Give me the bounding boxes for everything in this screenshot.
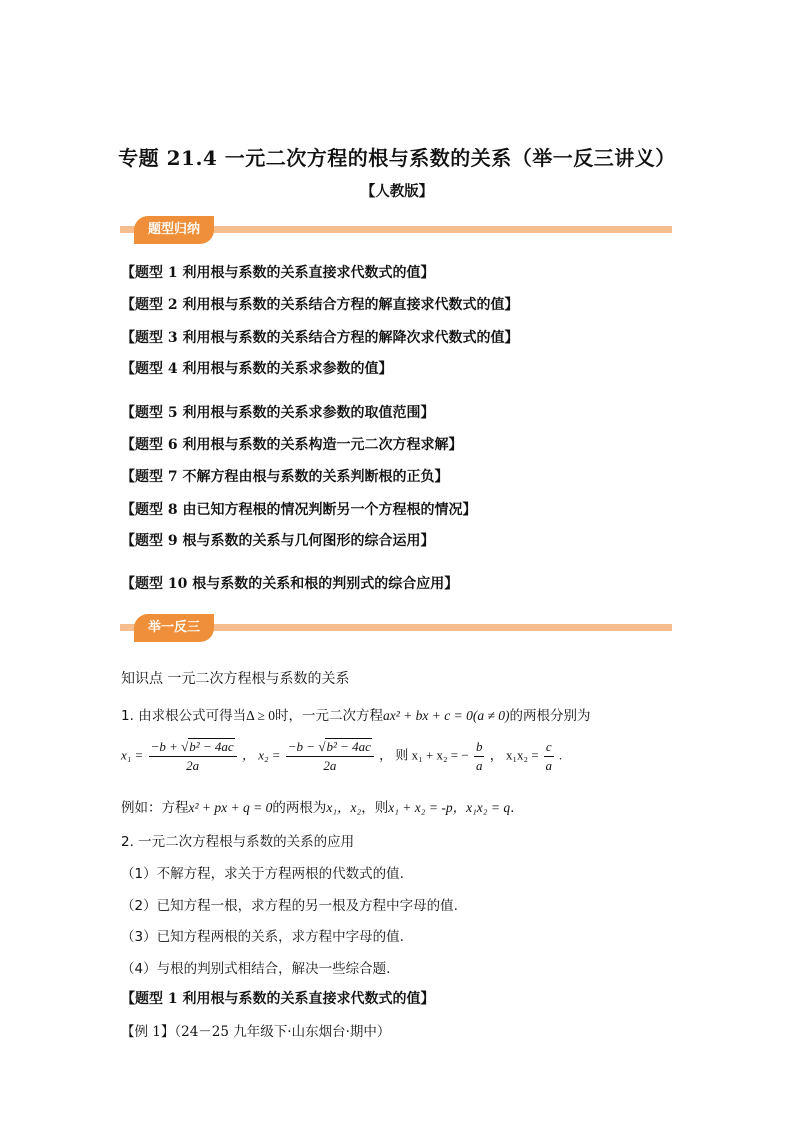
toc-item-6[interactable]: 【题型 6 利用根与系数的关系构造一元二次方程求解】 [121,437,463,453]
application-item-1: （1）不解方程，求关于方程两根的代数式的值. [121,866,404,882]
toc-item-1[interactable]: 【题型 1 利用根与系数的关系直接求代数式的值】 [121,265,435,281]
toc-item-4[interactable]: 【题型 4 利用根与系数的关系求参数的值】 [121,361,393,377]
x2-fraction [286,738,374,775]
formula-end: . [558,747,563,763]
example-equation: x² + px + q = 0 [188,800,273,815]
toc-item-3[interactable]: 【题型 3 利用根与系数的关系结合方程的解降次求代数式的值】 [121,330,519,346]
p1-prefix: 1. 由求根公式可得当 [121,708,247,724]
x1-radicand: b² − 4ac [189,739,234,754]
x1-denominator: 2a [186,758,200,773]
toc-item-5[interactable]: 【题型 5 利用根与系数的关系求参数的取值范围】 [121,405,435,421]
knowledge-example-line [121,796,514,816]
knowledge-paragraph-1 [121,704,591,724]
p1-mid: 时，一元二次方程 [275,708,384,724]
p1-condition: Δ ≥ 0 [246,708,276,723]
root-formula-line [121,738,562,775]
sum-denominator: a [475,758,483,773]
page-title: 专题 21.4 一元二次方程的根与系数的关系（举一反三讲义） [118,146,676,170]
banner-label: 举一反三 [134,614,214,642]
example-end: . [510,800,515,816]
x1-num-pre: −b + [150,739,182,754]
toc-item-8[interactable]: 【题型 8 由已知方程根的情况判断另一个方程根的情况】 [121,502,477,518]
product-denominator: a [545,758,553,773]
toc-item-7[interactable]: 【题型 7 不解方程由根与系数的关系判断根的正负】 [121,469,449,485]
example-then: ，则 [361,800,389,816]
application-item-3: （3）已知方程两根的关系，求方程中字母的值. [121,929,404,945]
toc-item-10[interactable]: 【题型 10 根与系数的关系和根的判别式的综合应用】 [121,576,459,592]
section-banner-types [120,216,672,244]
sum-numerator: b [474,738,485,757]
sum-prefix: ， 则 x₁ + x₂ = − [379,747,469,763]
sqrt-icon: √ [181,739,189,754]
toc-item-9[interactable]: 【题型 9 根与系数的关系与几何图形的综合运用】 [121,533,435,549]
toc-item-2[interactable]: 【题型 2 利用根与系数的关系结合方程的解直接求代数式的值】 [121,297,519,313]
type-1-heading: 【题型 1 利用根与系数的关系直接求代数式的值】 [121,991,435,1007]
x2-num-pre: −b − [287,739,319,754]
example-result: x₁ + x₂ = -p，x₁x₂ = q [388,800,511,815]
product-numerator: c [544,738,554,757]
example-mid: 的两根为 [272,800,327,816]
product-prefix: ， x₁x₂ = [489,747,539,763]
x2-lhs: ， x₂ = [241,747,281,763]
p1-equation: ax² + bx + c = 0(a ≠ 0) [383,708,510,723]
product-fraction [544,738,554,775]
x1-lhs: x₁ = [121,747,144,763]
x1-fraction [149,738,237,775]
page-subtitle: 【人教版】 [360,183,434,200]
sum-fraction [474,738,485,775]
p1-suffix: 的两根分别为 [509,708,591,724]
example-1-label: 【例 1】（24－25 九年级下·山东烟台·期中） [121,1024,391,1040]
application-item-4: （4）与根的判别式相结合，解决一些综合题. [121,961,391,977]
banner-label: 题型归纳 [134,216,214,244]
section-banner-practice [120,614,672,642]
knowledge-paragraph-2: 2. 一元二次方程根与系数的关系的应用 [121,834,355,850]
application-item-2: （2）已知方程一根，求方程的另一根及方程中字母的值. [121,898,458,914]
sqrt-icon: √ [318,739,326,754]
knowledge-heading: 知识点 一元二次方程根与系数的关系 [121,671,350,687]
example-prefix: 例如：方程 [121,800,189,816]
x2-radicand: b² − 4ac [326,739,371,754]
example-roots: x₁，x₂ [326,800,362,815]
x2-denominator: 2a [323,758,337,773]
